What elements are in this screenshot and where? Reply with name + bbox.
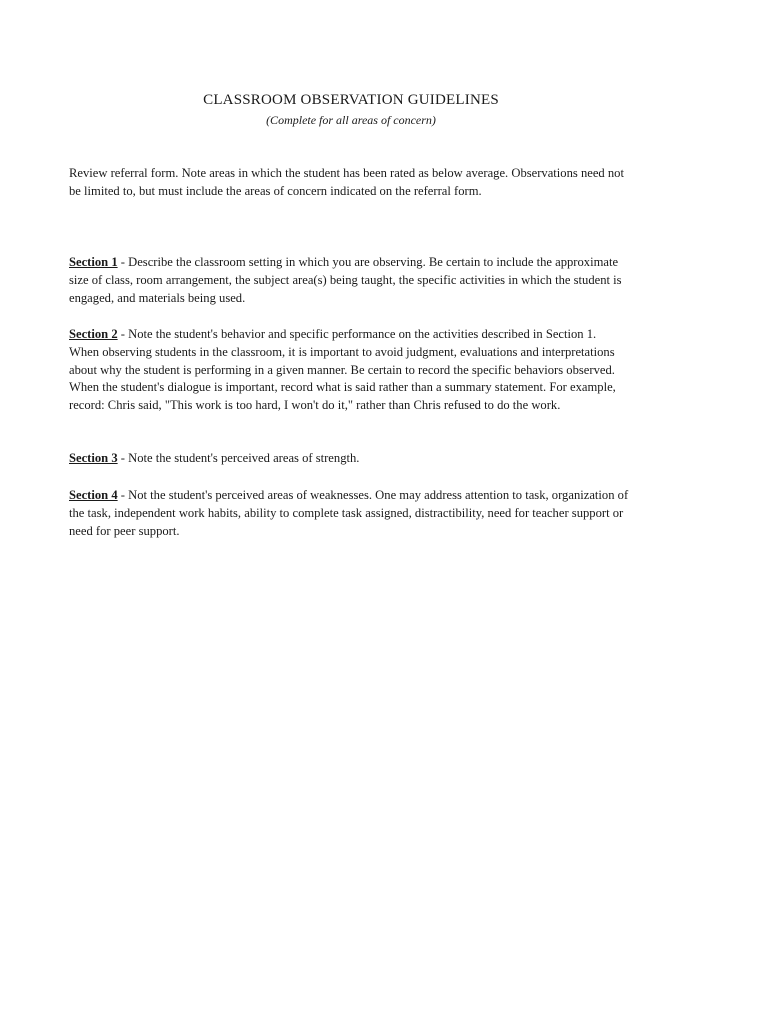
document-title: CLASSROOM OBSERVATION GUIDELINES: [203, 92, 499, 108]
section-3-text: - Note the student's perceived areas of strength.: [117, 451, 360, 465]
section-4-label: Section 4: [69, 488, 118, 502]
section-1-label: Section 1: [69, 255, 118, 269]
section-4-text: - Not the student's perceived areas of weaknesses. One may address attention to task, organization of the task, independent work habits, ability to complete task assigned, distractibility, need for teacher support or need for peer support.: [69, 488, 629, 538]
section-1-text: - Describe the classroom setting in which you are observing. Be certain to include the approximate size of class, room arrangement, the subject area(s) being taught, the specific activities in which the student is engaged, and materials being used.: [69, 255, 622, 305]
document-subtitle: (Complete for all areas of concern): [266, 113, 436, 127]
section-2-label: Section 2: [69, 327, 118, 341]
section-1-paragraph: [69, 254, 629, 307]
section-2-paragraph: [69, 326, 629, 415]
section-3-label: Section 3: [69, 451, 118, 465]
intro-paragraph: Review referral form. Note areas in which the student has been rated as below average. Observations need not be limited to, but must include the areas of concern indicated on the referral form.: [69, 166, 624, 198]
section-3-paragraph: [69, 450, 629, 468]
section-4-paragraph: [69, 487, 629, 540]
section-2-text: - Note the student's behavior and specific performance on the activities described in Section 1. When observing students in the classroom, it is important to avoid judgment, evaluations and interpretations about why the student is performing in a given manner. Be certain to record the specific behaviors observed. When the student's dialogue is important, record what is said rather than a summary statement. For example, record: Chris said, "This work is too hard, I won't do it," rather than Chris refused to do the work.: [69, 327, 616, 413]
